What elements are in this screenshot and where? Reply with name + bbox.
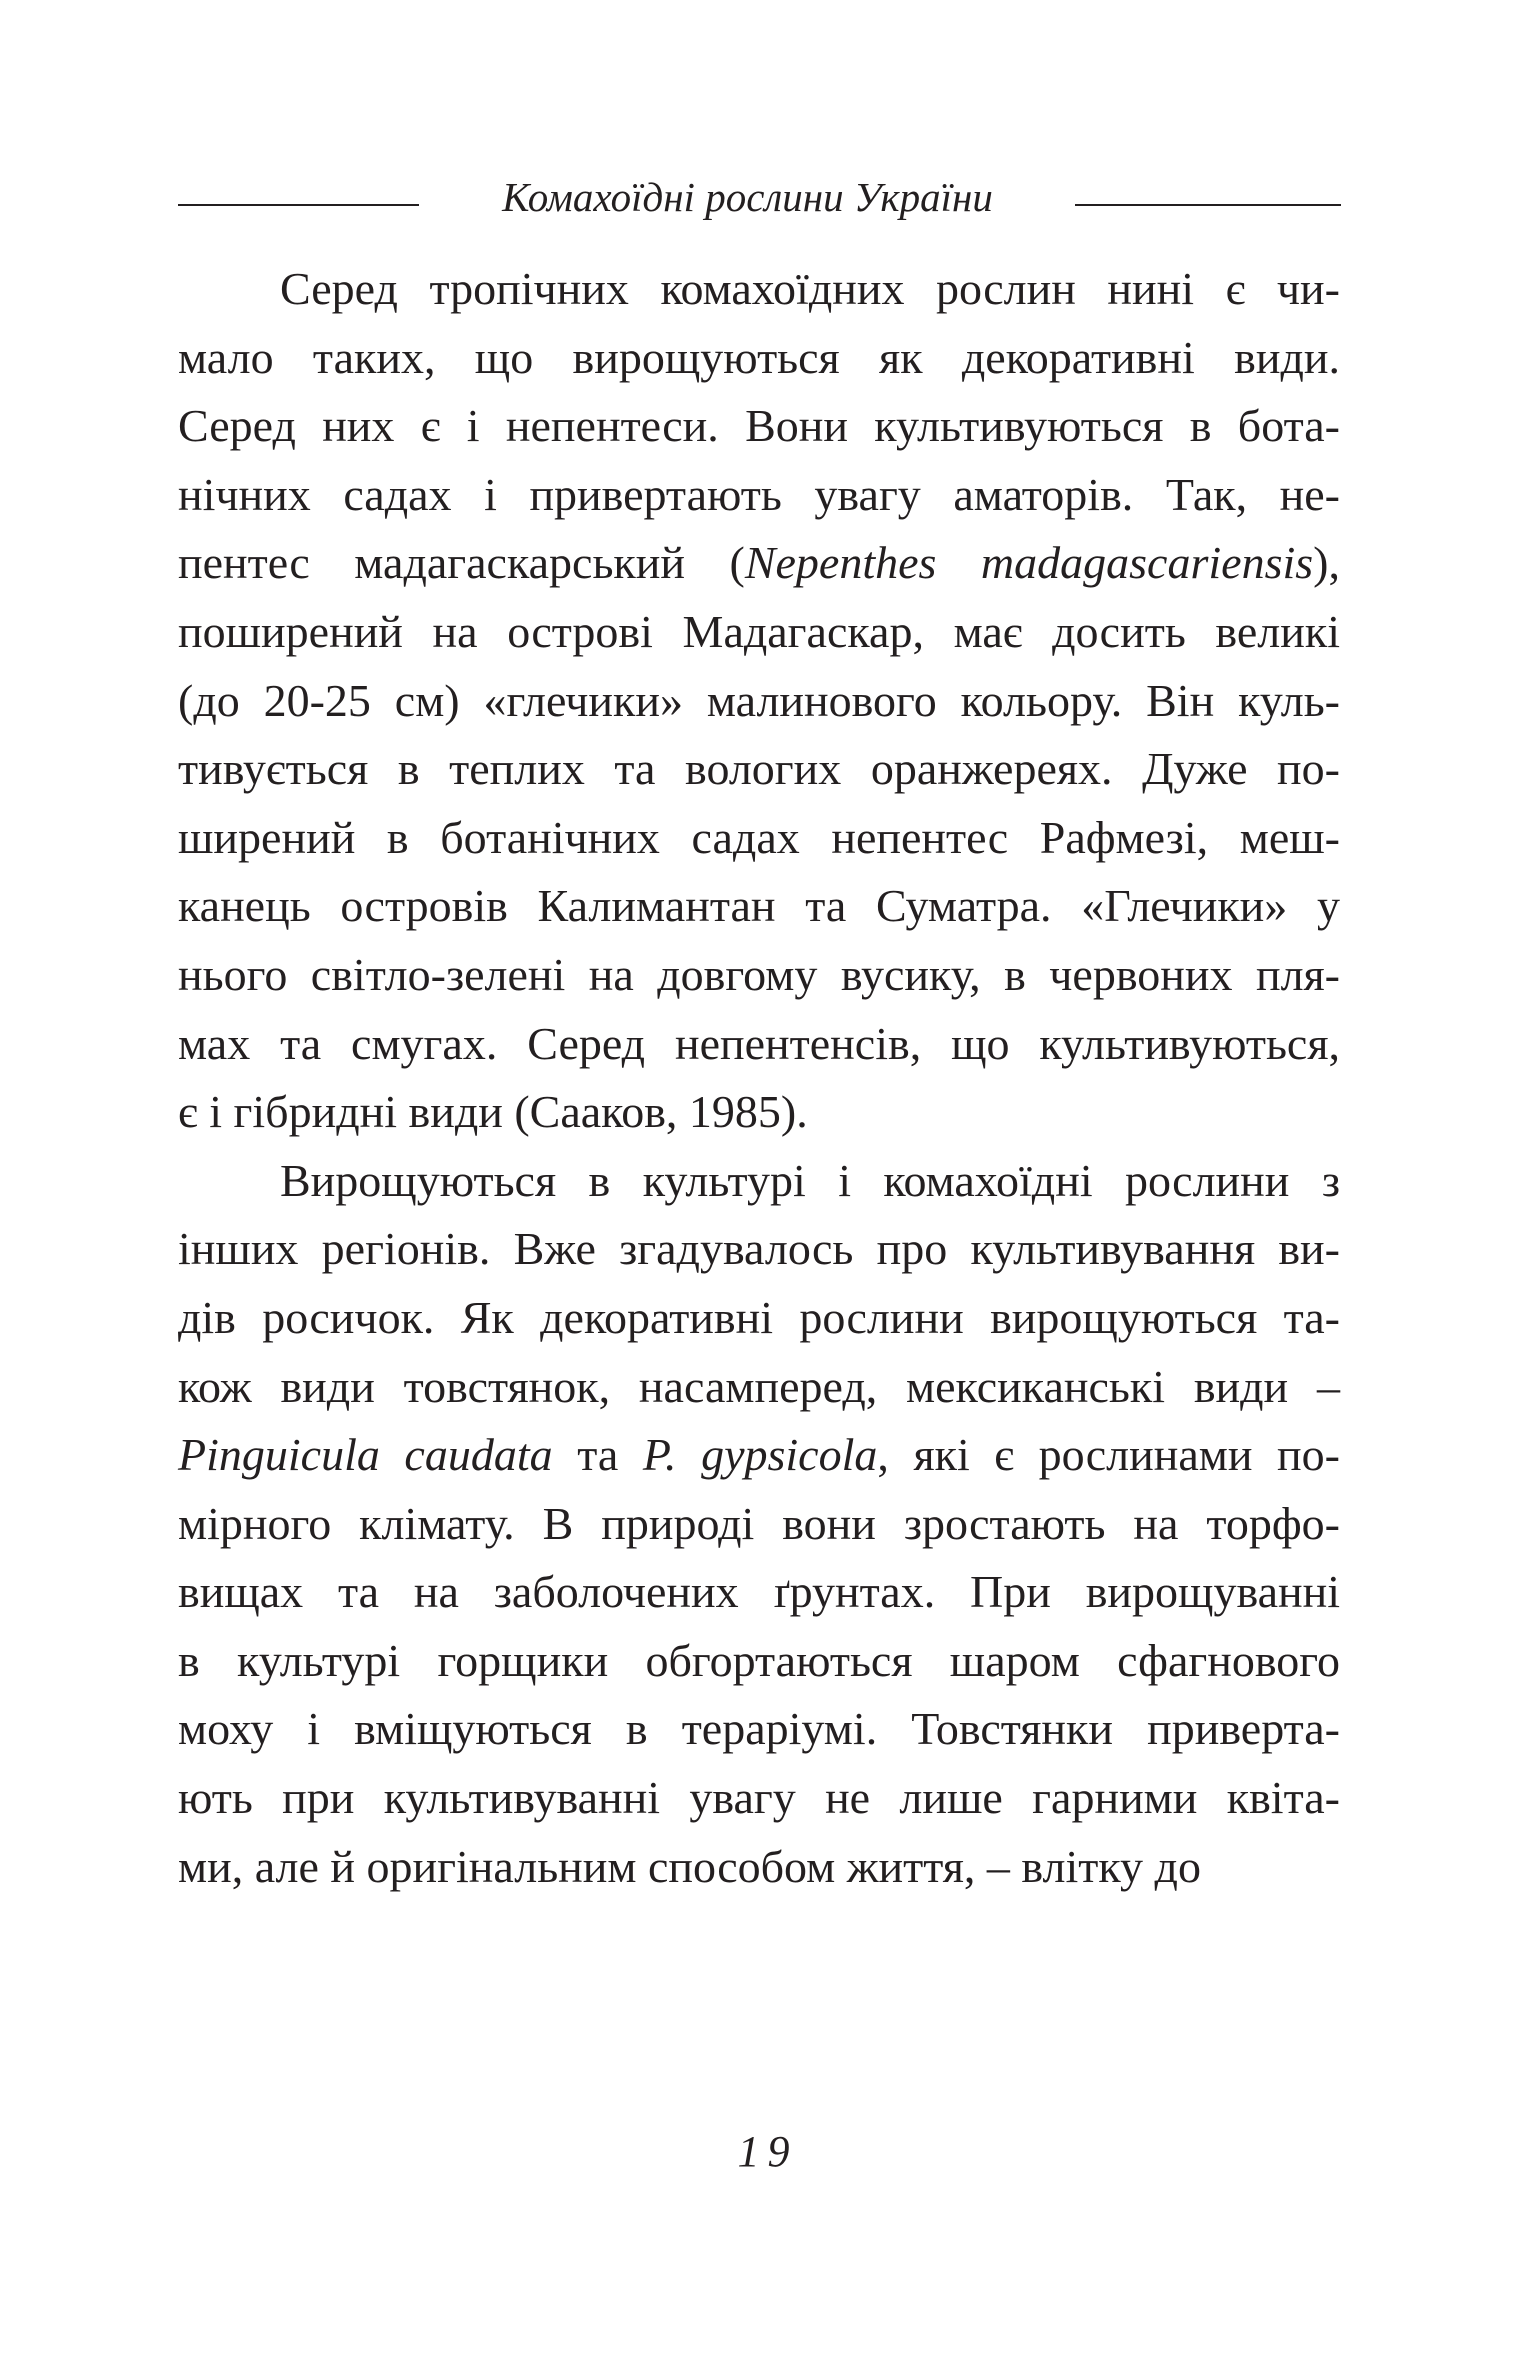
text-line — [178, 1695, 1340, 1764]
running-title: Комахоїдні рослини України — [502, 174, 993, 220]
text-line — [178, 1764, 1340, 1833]
text-segment: Серед них є і непентеси. Вони культивуються в бота- — [178, 400, 1340, 452]
text-line — [178, 529, 1340, 598]
text-segment: моху і вміщуються в тераріумі. Товстянки приверта- — [178, 1703, 1340, 1755]
text-line — [178, 324, 1340, 393]
paragraph — [178, 1147, 1340, 1902]
text-line — [178, 1558, 1340, 1627]
text-line — [178, 1284, 1340, 1353]
text-line — [178, 392, 1340, 461]
body-text — [178, 255, 1340, 1901]
text-segment: в культурі горщики обгортаються шаром сфагнового — [178, 1634, 1340, 1686]
text-segment: мах та смугах. Серед непентенсів, що культивуються, — [178, 1017, 1340, 1069]
text-line — [178, 255, 1340, 324]
text-segment: ), — [1313, 537, 1340, 589]
text-line — [178, 1833, 1340, 1902]
latin-name: P. gypsicola — [642, 1429, 878, 1481]
text-segment: тивується в теплих та вологих оранжереях. Дуже по- — [178, 743, 1340, 795]
text-segment: мало таких, що вирощуються як декоративні види. — [178, 331, 1340, 383]
text-segment: поширений на острові Мадагаскар, має досить великі — [178, 605, 1340, 657]
text-line — [178, 1490, 1340, 1559]
text-segment: нього світло-зелені на довгому вусику, в червоних пля- — [178, 948, 1340, 1000]
text-line — [178, 1421, 1340, 1490]
text-line — [178, 872, 1340, 941]
text-segment: є і гібридні види (Сааков, 1985). — [178, 1086, 808, 1138]
text-line — [178, 1010, 1340, 1079]
text-segment: та — [552, 1429, 643, 1481]
text-segment: інших регіонів. Вже згадувалось про культивування ви- — [178, 1223, 1340, 1275]
header-rule-right — [1075, 204, 1341, 206]
text-line — [178, 461, 1340, 530]
text-segment: пентес мадагаскарський ( — [178, 537, 745, 589]
latin-name: Pinguicula caudata — [178, 1429, 553, 1481]
text-segment: дів росичок. Як декоративні рослини вирощуються та- — [178, 1291, 1340, 1343]
text-line — [178, 941, 1340, 1010]
text-line — [178, 1078, 1340, 1147]
text-line — [178, 598, 1340, 667]
text-segment: кож види товстянок, насамперед, мексиканські види – — [178, 1360, 1340, 1412]
paragraph — [178, 255, 1340, 1147]
text-line — [178, 804, 1340, 873]
text-segment: ють при культивуванні увагу не лише гарними квіта- — [178, 1772, 1340, 1824]
text-segment: ми, але й оригінальним способом життя, – влітку до — [178, 1840, 1201, 1892]
text-line — [178, 1147, 1340, 1216]
text-line — [178, 1627, 1340, 1696]
text-segment: канець островів Калимантан та Суматра. «Глечики» у — [178, 880, 1340, 932]
text-segment: Серед тропічних комахоїдних рослин нині є чи- — [280, 263, 1340, 314]
text-line — [178, 1215, 1340, 1284]
text-segment: ширений в ботанічних садах непентес Рафмезі, меш- — [178, 811, 1340, 863]
text-line — [178, 735, 1340, 804]
text-segment: мірного клімату. В природі вони зростають на торфо- — [178, 1497, 1340, 1549]
text-line — [178, 1353, 1340, 1422]
header-rule-left — [178, 204, 419, 206]
text-line — [178, 667, 1340, 736]
text-segment: вищах та на заболочених ґрунтах. При вирощуванні — [178, 1566, 1340, 1618]
text-segment: нічних садах і привертають увагу аматорів. Так, не- — [178, 468, 1340, 520]
text-segment: , які є рослинами по- — [877, 1429, 1340, 1481]
latin-name: Nepenthes madagascariensis — [744, 537, 1314, 589]
text-segment: Вирощуються в культурі і комахоїдні рослини з — [280, 1154, 1340, 1206]
page-number: 19 — [737, 2127, 798, 2176]
text-segment: (до 20-25 см) «глечики» малинового кольору. Він куль- — [178, 674, 1340, 726]
running-header — [0, 170, 1535, 230]
